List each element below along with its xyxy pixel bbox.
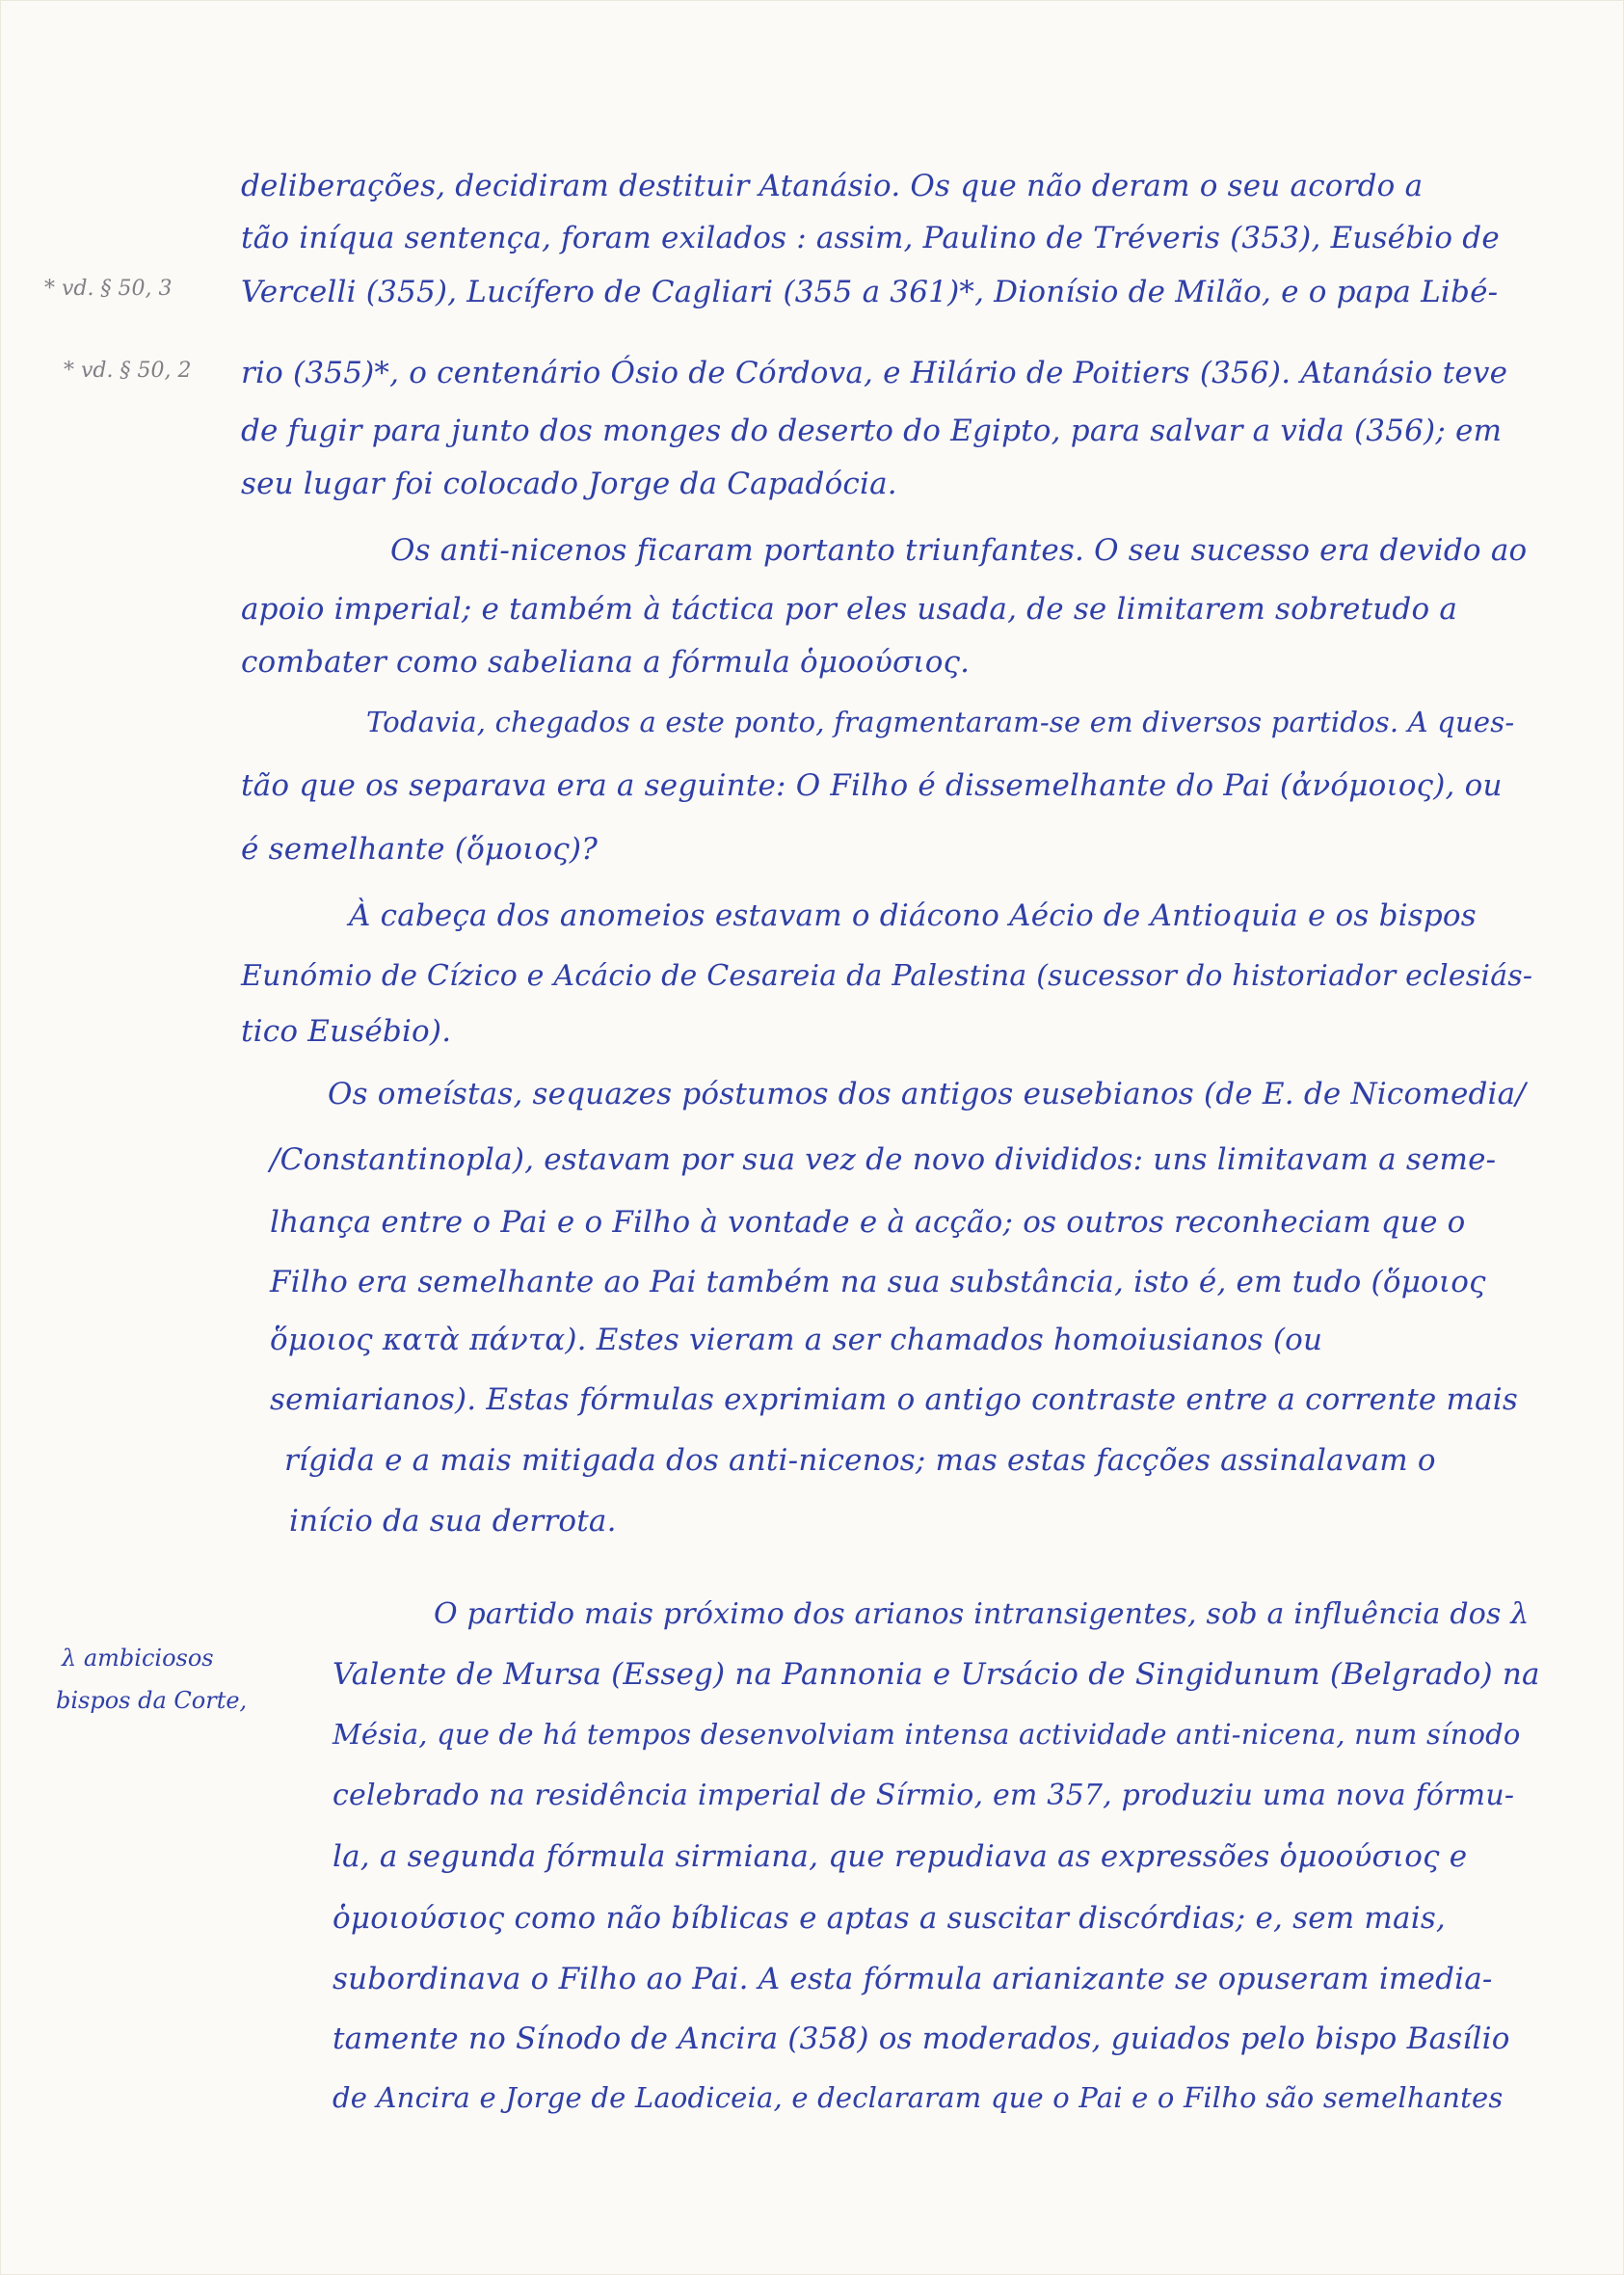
margin-note-insert-2: bispos da Corte, <box>56 1687 248 1714</box>
text-line: tico Eusébio). <box>241 1014 452 1049</box>
text-line: Os anti-nicenos ficaram portanto triunfantes. O seu sucesso era devido ao <box>390 533 1528 568</box>
text-line: À cabeça dos anomeios estavam o diácono Aécio de Antioquia e os bispos <box>349 898 1477 933</box>
text-line: combater como sabeliana a fórmula ὁμοούσιος. <box>241 645 971 680</box>
text-line: Vercelli (355), Lucífero de Cagliari (355 a 361)*, Dionísio de Milão, e o papa Libé- <box>241 275 1499 309</box>
text-line: la, a segunda fórmula sirmiana, que repudiava as expressões ὁμοούσιος e <box>333 1839 1468 1874</box>
text-line: Os omeístas, sequazes póstumos dos antigos eusebianos (de E. de Nicomedia/ <box>328 1077 1526 1111</box>
text-line: lhança entre o Pai e o Filho à vontade e à acção; os outros reconheciam que o <box>270 1205 1466 1240</box>
text-line: de Ancira e Jorge de Laodiceia, e declararam que o Pai e o Filho são semelhantes <box>333 2081 1504 2114</box>
text-line: tão iníqua sentença, foram exilados : assim, Paulino de Tréveris (353), Eusébio de <box>241 221 1500 255</box>
margin-note-insert-1: λ ambiciosos <box>62 1645 214 1672</box>
margin-note-ref-2: * vd. § 50, 2 <box>64 359 192 383</box>
text-line: Todavia, chegados a este ponto, fragmentaram-se em diversos partidos. A ques- <box>366 706 1515 738</box>
text-line: é semelhante (ὅμοιος)? <box>241 832 599 867</box>
text-line: celebrado na residência imperial de Sírmio, em 357, produziu uma nova fórmu- <box>333 1779 1515 1812</box>
text-line: /Constantinopla), estavam por sua vez de novo divididos: uns limitavam a seme- <box>270 1142 1497 1177</box>
text-line: início da sua derrota. <box>289 1504 617 1539</box>
text-line: ὁμοιούσιος como não bíblicas e aptas a suscitar discórdias; e, sem mais, <box>333 1901 1446 1936</box>
text-line: seu lugar foi colocado Jorge da Capadócia. <box>241 467 897 501</box>
text-line: Filho era semelhante ao Pai também na sua substância, isto é, em tudo (ὅμοιος <box>270 1265 1486 1299</box>
text-line: subordinava o Filho ao Pai. A esta fórmula arianizante se opuseram imedia- <box>333 1962 1493 1996</box>
margin-note-ref-1: * vd. § 50, 3 <box>44 277 173 301</box>
text-line: Mésia, que de há tempos desenvolviam intensa actividade anti-nicena, num sínodo <box>333 1718 1521 1751</box>
text-line: de fugir para junto dos monges do deserto do Egipto, para salvar a vida (356); em <box>241 414 1503 448</box>
text-line: tamente no Sínodo de Ancira (358) os moderados, guiados pelo bispo Basílio <box>333 2021 1510 2056</box>
text-line: Valente de Mursa (Esseg) na Pannonia e Ursácio de Singidunum (Belgrado) na <box>333 1657 1540 1692</box>
text-line: apoio imperial; e também à táctica por eles usada, de se limitarem sobretudo a <box>241 592 1458 627</box>
text-line: semiarianos). Estas fórmulas exprimiam o antigo contraste entre a corrente mais <box>270 1382 1519 1417</box>
text-line: deliberações, decidiram destituir Atanásio. Os que não deram o seu acordo a <box>241 169 1424 203</box>
text-line: tão que os separava era a seguinte: O Filho é dissemelhante do Pai (ἀνόμοιος), ou <box>241 768 1503 803</box>
text-line: Eunómio de Cízico e Acácio de Cesareia da Palestina (sucessor do historiador eclesiás- <box>241 959 1533 993</box>
text-line: rio (355)*, o centenário Ósio de Córdova, e Hilário de Poitiers (356). Atanásio teve <box>241 356 1508 390</box>
text-line: O partido mais próximo dos arianos intransigentes, sob a influência dos λ <box>434 1597 1530 1631</box>
text-line: rígida e a mais mitigada dos anti-nicenos; mas estas facções assinalavam o <box>284 1443 1436 1478</box>
text-line: ὅμοιος κατὰ πάντα). Estes vieram a ser chamados homoiusianos (ou <box>270 1323 1323 1357</box>
